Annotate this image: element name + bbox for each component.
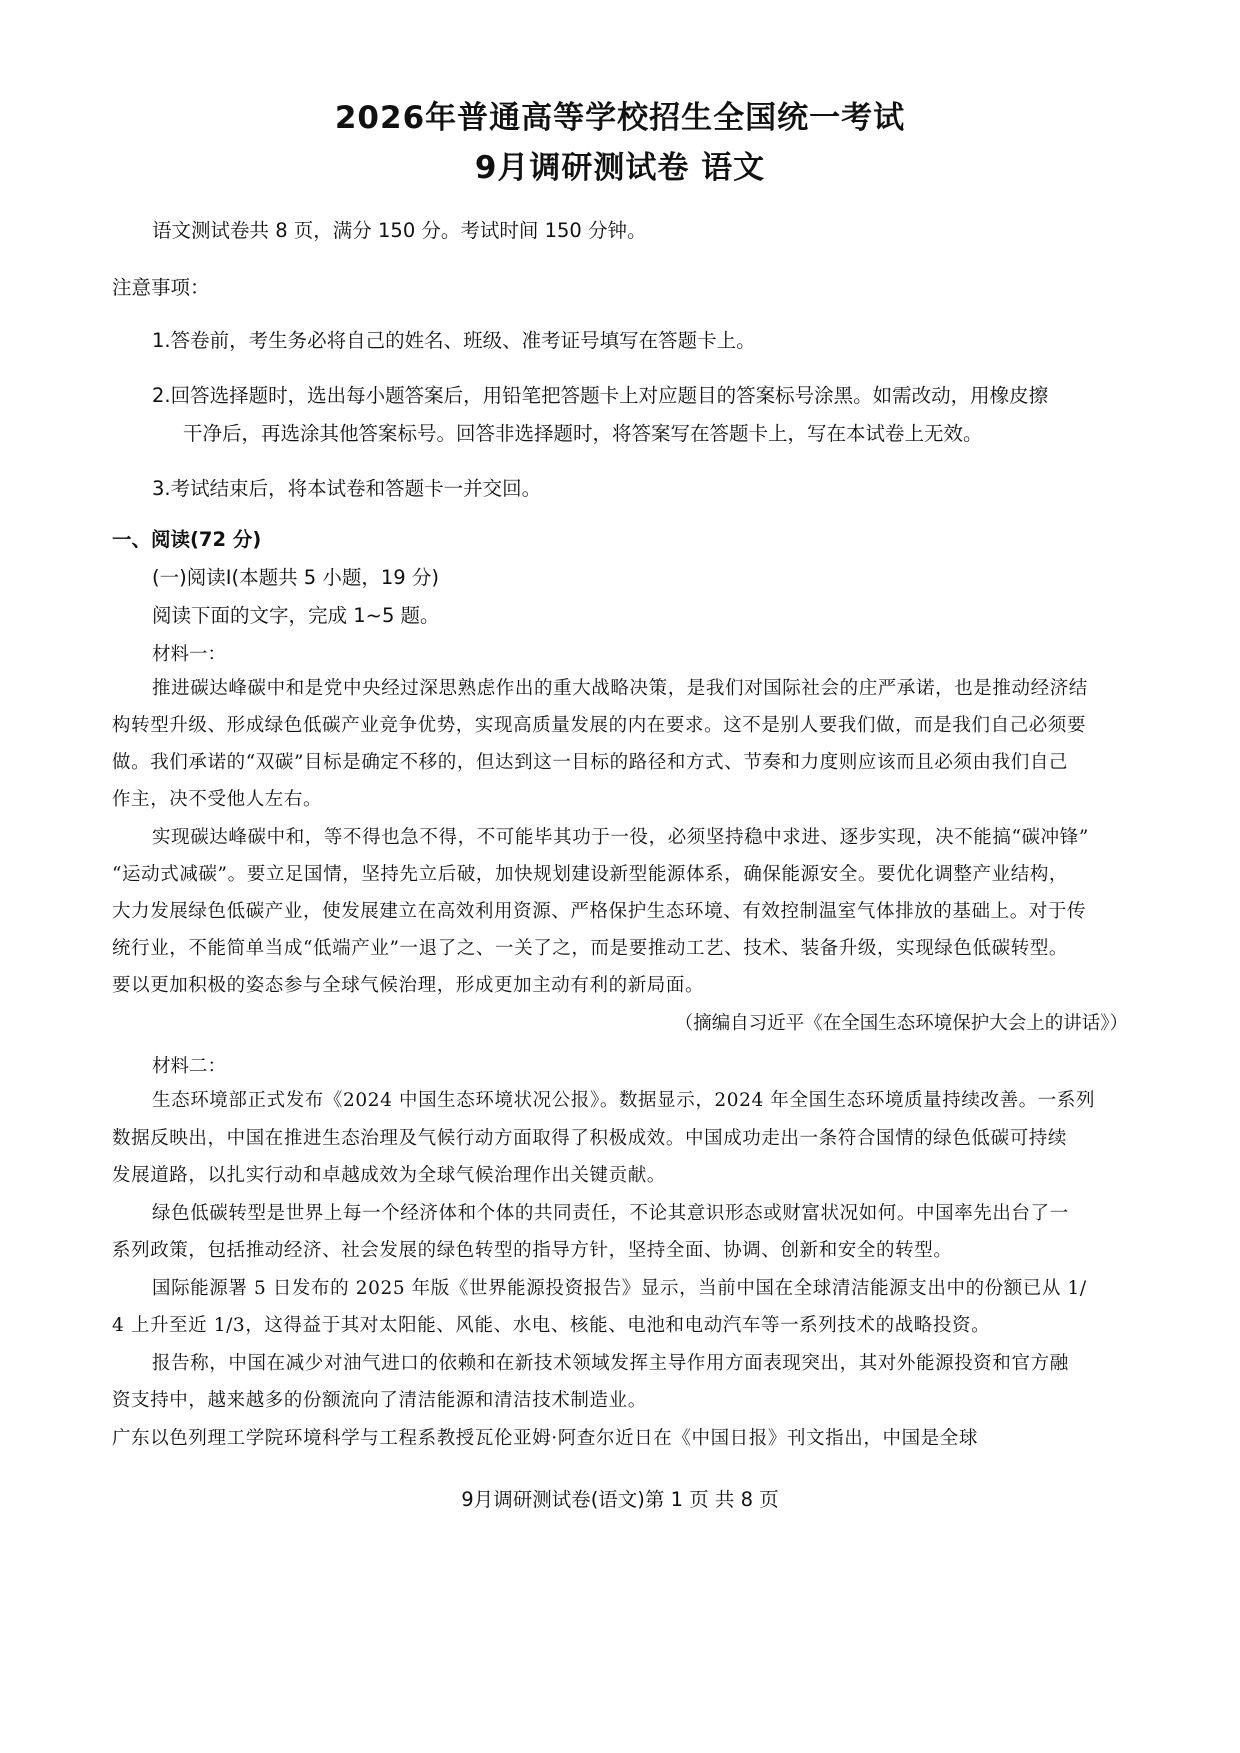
exam-title-line1: 2026年普通高等学校招生全国统一考试 [334,100,906,136]
exam-title-line2: 9月调研测试卷 语文 [474,150,766,186]
notice-item: 2.回答选择题时，选出每小题答案后，用铅笔把答题卡上对应题目的答案标号涂黑。如需改动，用橡皮擦 [152,384,1049,407]
material1-line: 大力发展绿色低碳产业，使发展建立在高效利用资源、严格保护生态环境、有效控制温室气体排放的基础上。对于传 [112,901,1087,922]
material2-line: 系列政策，包括推动经济、社会发展的绿色转型的指导方针，坚持全面、协调、创新和安全的转型。 [112,1240,953,1261]
material1-line: 统行业，不能简单当成“低端产业”一退了之、一关了之，而是要推动工艺、技术、装备升级，实现绿色低碳转型。 [112,938,1069,959]
material2-line: 4 上升至近 1/3，这得益于其对太阳能、风能、水电、核能、电池和电动汽车等一系列技术的战略投资。 [112,1315,991,1336]
reading-instruction: 阅读下面的文字，完成 1~5 题。 [152,604,440,627]
notice-heading: 注意事项： [112,276,210,299]
subsection-heading: (一)阅读Ⅰ(本题共 5 小题，19 分) [152,566,439,589]
page-footer: 9月调研测试卷(语文)第 1 页 共 8 页 [461,1488,779,1511]
material1-line: 构转型升级、形成绿色低碳产业竞争优势，实现高质量发展的内在要求。这不是别人要我们做，而是我们自己必须要 [112,715,1087,736]
material1-line: 做。我们承诺的“双碳”目标是确定不移的，但达到这一目标的路径和方式、节奏和力度则应该而且必须由我们自己 [112,752,1069,773]
section-heading: 一、阅读(72 分) [112,528,262,551]
material2-line: 生态环境部正式发布《2024 中国生态环境状况公报》。数据显示，2024 年全国生态环境质量持续改善。一系列 [152,1090,1096,1111]
material2-line: 绿色低碳转型是世界上每一个经济体和个体的共同责任，不论其意识形态或财富状况如何。中国率先出台了一 [152,1203,1069,1224]
material1-line: 推进碳达峰碳中和是党中央经过深思熟虑作出的重大战略决策，是我们对国际社会的庄严承诺，也是推动经济结 [152,678,1088,699]
notice-item: 3.考试结束后，将本试卷和答题卡一并交回。 [152,477,542,500]
notice-item: 干净后，再选涂其他答案标号。回答非选择题时，将答案写在答题卡上，写在本试卷上无效。 [183,422,983,445]
material1-line: 实现碳达峰碳中和，等不得也急不得，不可能毕其功于一役，必须坚持稳中求进、逐步实现，决不能搞“碳冲锋” [152,827,1089,848]
notice-item: 1.答卷前，考生务必将自己的姓名、班级、准考证号填写在答题卡上。 [152,329,756,352]
material2-line: 数据反映出，中国在推进生态治理及气候行动方面取得了积极成效。中国成功走出一条符合国情的绿色低碳可持续 [112,1128,1068,1149]
material2-line: 资支持中，越来越多的份额流向了清洁能源和清洁技术制造业。 [112,1390,647,1411]
material1-source: （摘编自习近平《在全国生态环境保护大会上的讲话》） [674,1013,1128,1034]
exam-intro: 语文测试卷共 8 页，满分 150 分。考试时间 150 分钟。 [152,219,647,242]
material2-line: 报告称，中国在减少对油气进口的依赖和在新技术领域发挥主导作用方面表现突出，其对外能源投资和官方融 [152,1353,1069,1374]
material2-line: 广东以色列理工学院环境科学与工程系教授瓦伦亚姆·阿查尔近日在《中国日报》刊文指出，中国是全球 [112,1428,978,1449]
material1-line: “运动式减碳”。要立足国情，坚持先立后破，加快规划建设新型能源体系，确保能源安全。要优化调整产业结构， [112,864,1069,885]
material1-line: 要以更加积极的姿态参与全球气候治理，形成更加主动有利的新局面。 [112,975,705,996]
material2-label: 材料二： [152,1056,227,1077]
material2-line: 国际能源署 5 日发布的 2025 年版《世界能源投资报告》显示，当前中国在全球清洁能源支出中的份额已从 1/ [152,1278,1087,1299]
material1-label: 材料一： [152,644,227,665]
material1-line: 作主，决不受他人左右。 [112,789,323,810]
material2-line: 发展道路，以扎实行动和卓越成效为全球气候治理作出关键贡献。 [112,1165,666,1186]
